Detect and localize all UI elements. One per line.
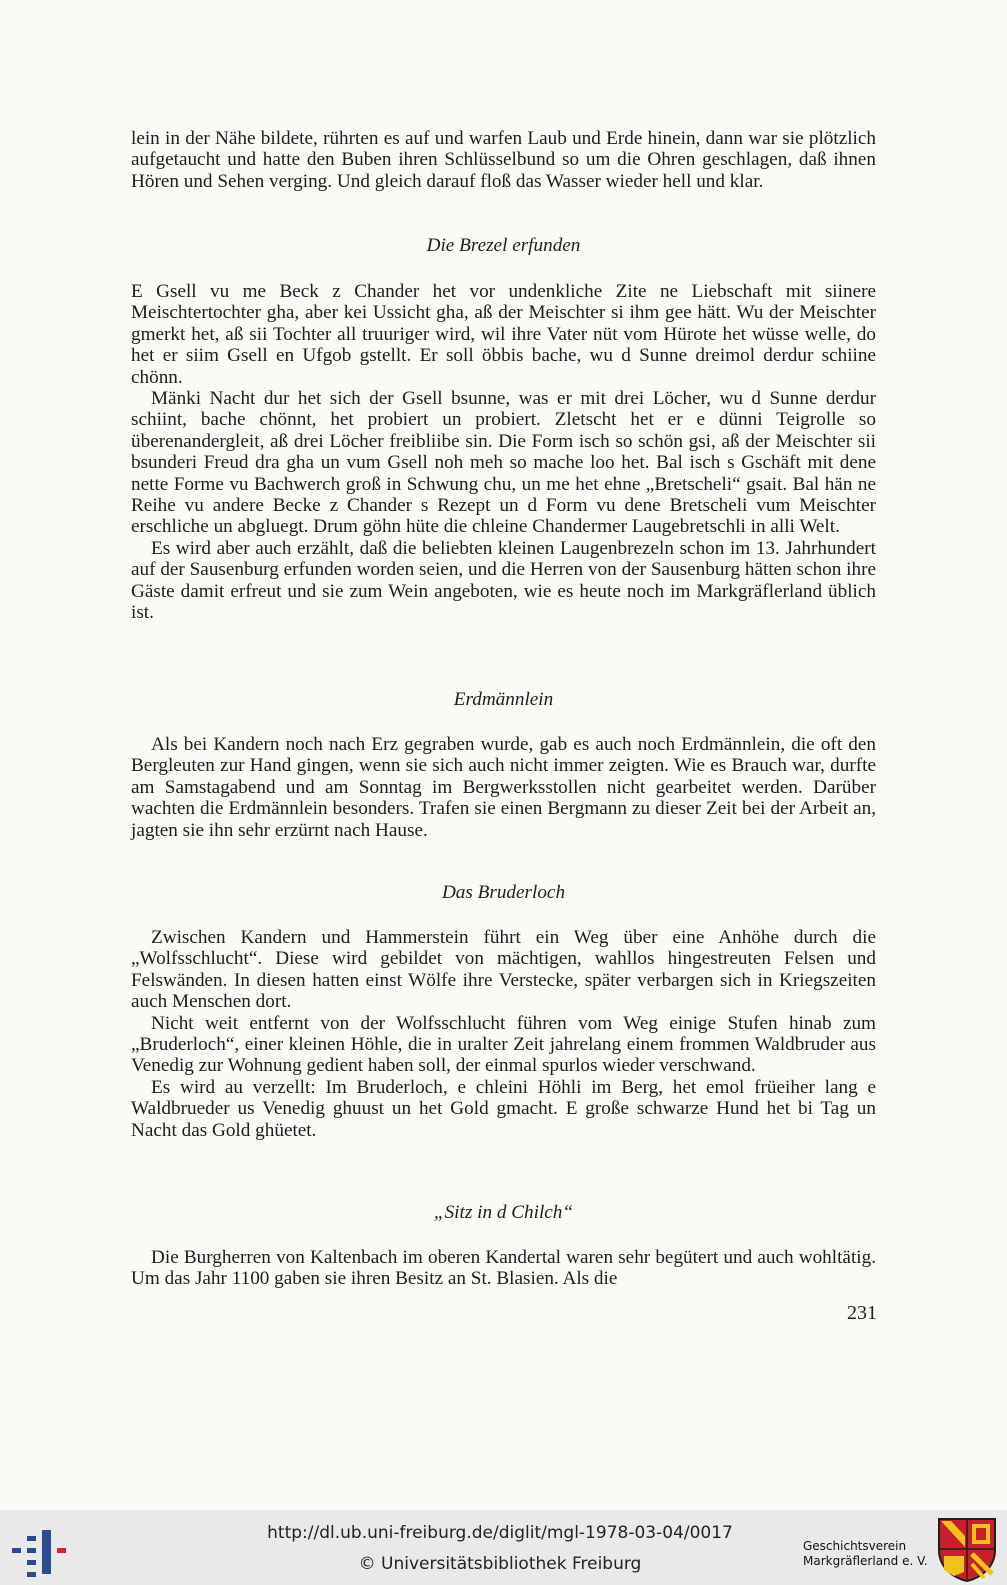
society-name-line2: Markgräflerland e. V. <box>803 1554 928 1568</box>
section-heading-bruderloch: Das Bruderloch <box>441 882 566 903</box>
section-body-chilch <box>131 1247 876 1290</box>
society-name <box>803 1539 933 1569</box>
paragraph: Zwischen Kandern und Hammerstein führt ein Weg über eine Anhöhe durch die „Wolfsschlucht“. Diese wird gebildet von mächtigen, wahllos hingestreuten Felsen und Felswänden. In diesen hatten einst Wölfe ihre Verstecke, später verbargen sich in Kriegszeiten auch Menschen dort. <box>131 927 876 1013</box>
paragraph: Mänki Nacht dur het sich der Gsell bsunne, was er mit drei Löcher, wu d Sunne derdur schiint, bache chönnt, het probiert un probiert. Zletscht het er e dünni Teigrolle so überenandergleit, aß drei Löcher freibliibe sin. Die Form isch so schön gsi, aß der Meischter sii bsunderi Freud dra gha un vum Gsell noh meh so mache loo het. Bal isch s Gschäft mit dene nette Forme vu Bachwerch groß in Schwung chu, un me het ehne „Bretscheli“ gsait. Bal hän ne Reihe vu andere Becke z Chander s Rezept un d Form vu dene Bretscheli vum Meischter erschliche un abgluegt. Drum göhn hüte die chleine Chandermer Laugebretschli in alli Welt. <box>131 388 876 538</box>
section-heading-chilch: „Sitz in d Chilch“ <box>433 1202 574 1223</box>
logo-bar-icon <box>42 1530 51 1574</box>
footer-bar <box>0 1510 1007 1585</box>
coat-of-arms-icon <box>936 1516 998 1582</box>
paragraph: Als bei Kandern noch nach Erz gegraben wurde, gab es auch noch Erdmännlein, die oft den Bergleuten zur Hand gingen, wenn sie sich auch nicht immer zeigten. Wie es Brauch war, durfte am Samstagabend und am Sonntag im Bergwerksstollen nicht gearbeitet werden. Darüber wachten die Erdmännlein besonders. Trafen sie einen Bergmann zu dieser Zeit bei der Arbeit an, jagten sie ihn sehr erzürnt nach Hause. <box>131 734 876 841</box>
society-name-line1: Geschichtsverein <box>803 1539 907 1553</box>
paragraph: E Gsell vu me Beck z Chander het vor undenkliche Zite ne Liebschaft mit siinere Meischtertochter gha, aber kei Ussicht gha, aß der Meischter si ihm gee hätt. Wu der Meischter gmerkt het, aß sii Tochter all truuriger wird, wil ihre Vater nüt vom Hürote het wüsse welle, do het er siim Gsell en Ufgob gstellt. Er soll öbbis bache, wu d Sunne dreimol derdur schiine chönn. <box>131 281 876 388</box>
intro-paragraph: lein in der Nähe bildete, rührten es auf und warfen Laub und Erde hinein, dann war sie plötzlich aufgetaucht und hatte den Buben ihren Schlüsselbund so um die Ohren geschlagen, daß ihnen Hören und Sehen verging. Und gleich darauf floß das Wasser wieder hell und klar. <box>131 128 876 192</box>
logo-bar-icon <box>27 1572 36 1577</box>
logo-bar-icon <box>57 1548 66 1553</box>
library-logo-icon <box>8 1526 68 1578</box>
paragraph: Es wird au verzellt: Im Bruderloch, e chleini Höhli im Berg, het emol früeiher lang e Waldbrueder us Venedig ghuust un het Gold gmacht. E große schwarze Hund het bi Tag un Nacht das Gold ghüetet. <box>131 1076 876 1141</box>
logo-bar-icon <box>12 1548 21 1553</box>
paragraph: Nicht weit entfernt von der Wolfsschlucht führen vom Weg einige Stufen hinab zum „Bruderloch“, einer kleinen Höhle, die in uralter Zeit jahrelang einem frommen Waldbruder aus Venedig zur Wohnung gedient haben soll, der einmal spurlos wieder verschwand. <box>131 1012 876 1077</box>
section-heading-brezel: Die Brezel erfunden <box>426 235 581 256</box>
logo-bar-icon <box>27 1560 36 1565</box>
section-body-erdmaennlein <box>131 734 876 841</box>
section-body-bruderloch <box>131 927 876 1141</box>
copyright-notice: © Universitätsbibliothek Freiburg <box>358 1554 642 1574</box>
logo-bar-icon <box>27 1548 36 1553</box>
paragraph: Es wird aber auch erzählt, daß die beliebten kleinen Laugenbrezeln schon im 13. Jahrhundert auf der Sausenburg erfunden worden seien, und die Herren von der Sausenburg hätten schon ihre Gäste damit erfreut und sie zum Wein angeboten, wie es heute noch im Markgräflerland üblich ist. <box>131 537 876 624</box>
section-heading-erdmaennlein: Erdmännlein <box>453 689 554 710</box>
logo-bar-icon <box>27 1536 36 1541</box>
section-body-brezel <box>131 281 876 624</box>
permalink-url[interactable]: http://dl.ub.uni-freiburg.de/diglit/mgl-1978-03-04/0017 <box>267 1523 733 1543</box>
page-number: 231 <box>847 1302 877 1324</box>
paragraph: Die Burgherren von Kaltenbach im oberen Kandertal waren sehr begütert und auch wohltätig. Um das Jahr 1100 gaben sie ihren Besitz an St. Blasien. Als die <box>131 1247 876 1290</box>
intro-text <box>131 128 876 192</box>
